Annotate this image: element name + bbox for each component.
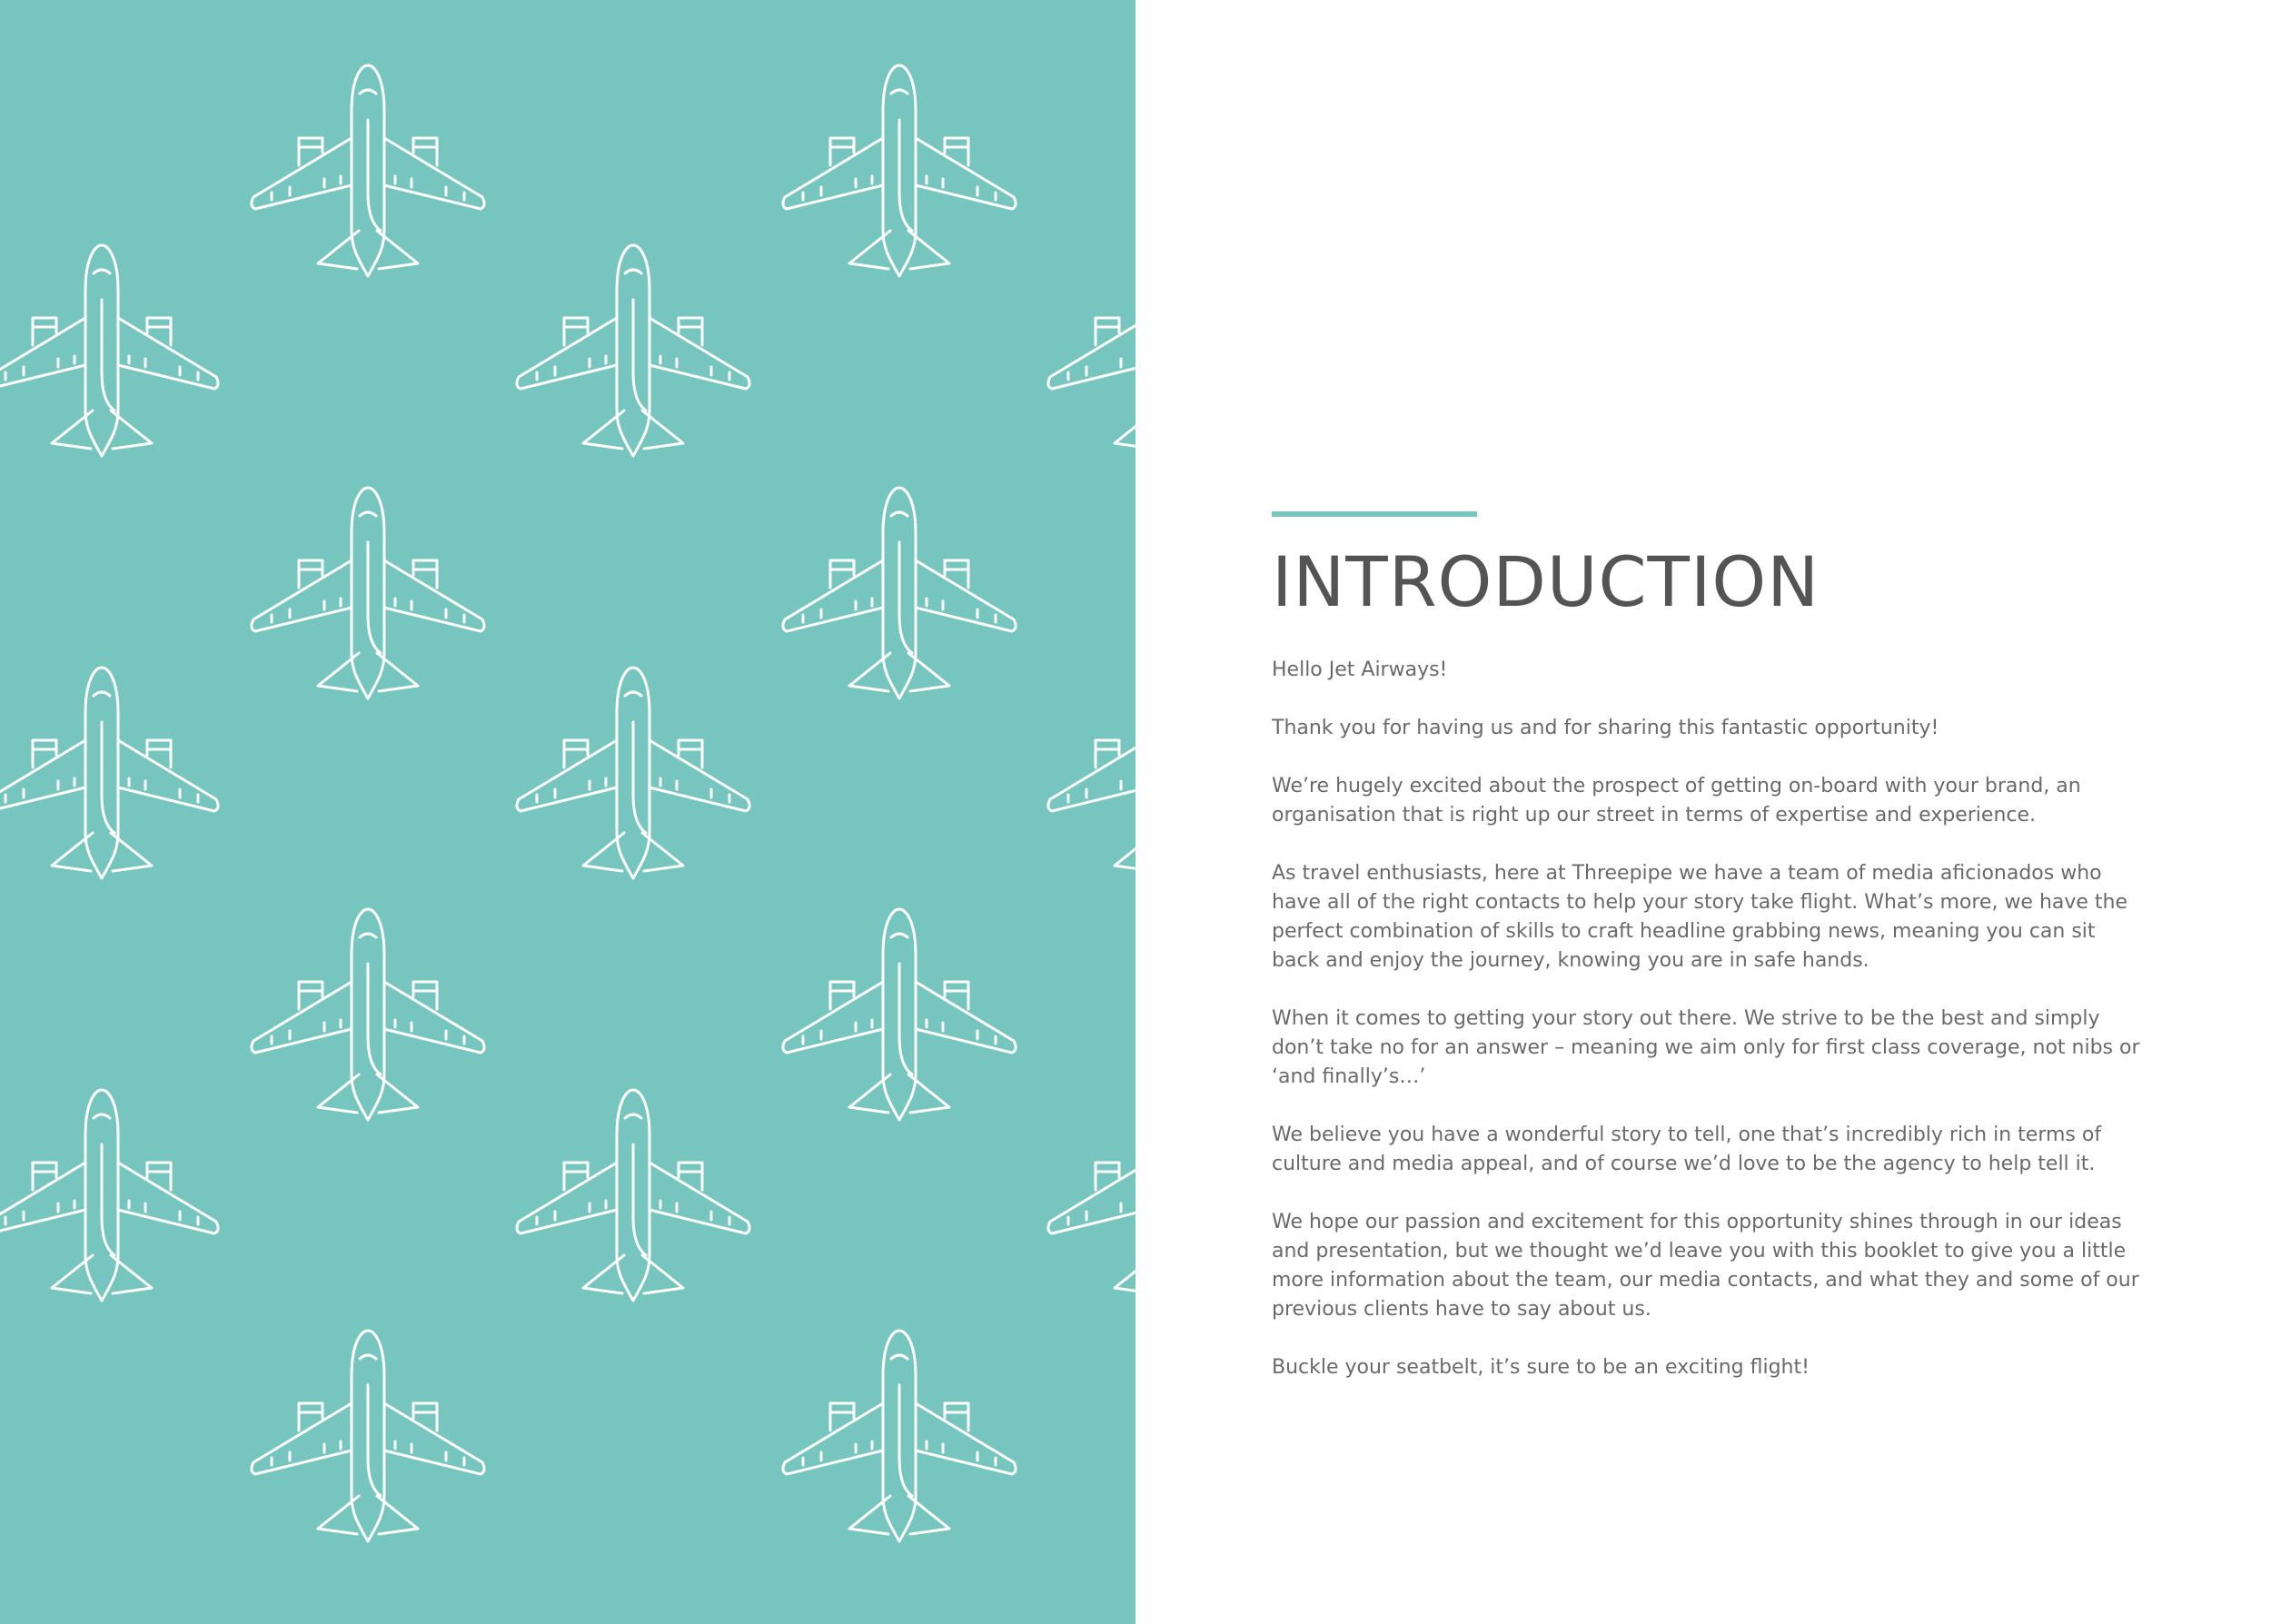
- introduction-body: [1272, 656, 2144, 1382]
- paragraph-coverage: When it comes to getting your story out there. We strive to be the best and simply don’t take no for an answer – meaning we aim only for first class coverage, not nibs or ‘and finally’s…’: [1272, 1007, 2140, 1088]
- introduction-section: [1272, 511, 2144, 1411]
- page-title: INTRODUCTION: [1272, 541, 1820, 622]
- paragraph-greeting: Hello Jet Airways!: [1272, 659, 1448, 681]
- paragraph-closing: Buckle your seatbelt, it’s sure to be an exciting flight!: [1272, 1356, 1810, 1379]
- accent-divider: [1272, 511, 1477, 517]
- paragraph-story: We believe you have a wonderful story to tell, one that’s incredibly rich in terms of culture and media appeal, and of course we’d love to be the agency to help tell it.: [1272, 1124, 2102, 1175]
- paragraph-team: As travel enthusiasts, here at Threepipe we have a team of media aficionados who have all of the right contacts to help your story take flight. What’s more, we have the perfect combination of skills to craft headline grabbing news, meaning you can sit back and enjoy the journey, knowing you are in safe hands.: [1272, 862, 2128, 972]
- paragraph-booklet: We hope our passion and excitement for this opportunity shines through in our ideas and presentation, but we thought we’d leave you with this booklet to give you a little more information about the team, our media contacts, and what they and some of our previous clients have to say about us.: [1272, 1211, 2139, 1321]
- paragraph-excitement: We’re hugely excited about the prospect of getting on-board with your brand, an organisation that is right up our street in terms of expertise and experience.: [1272, 775, 2081, 827]
- paragraph-thanks: Thank you for having us and for sharing this fantastic opportunity!: [1272, 717, 1939, 739]
